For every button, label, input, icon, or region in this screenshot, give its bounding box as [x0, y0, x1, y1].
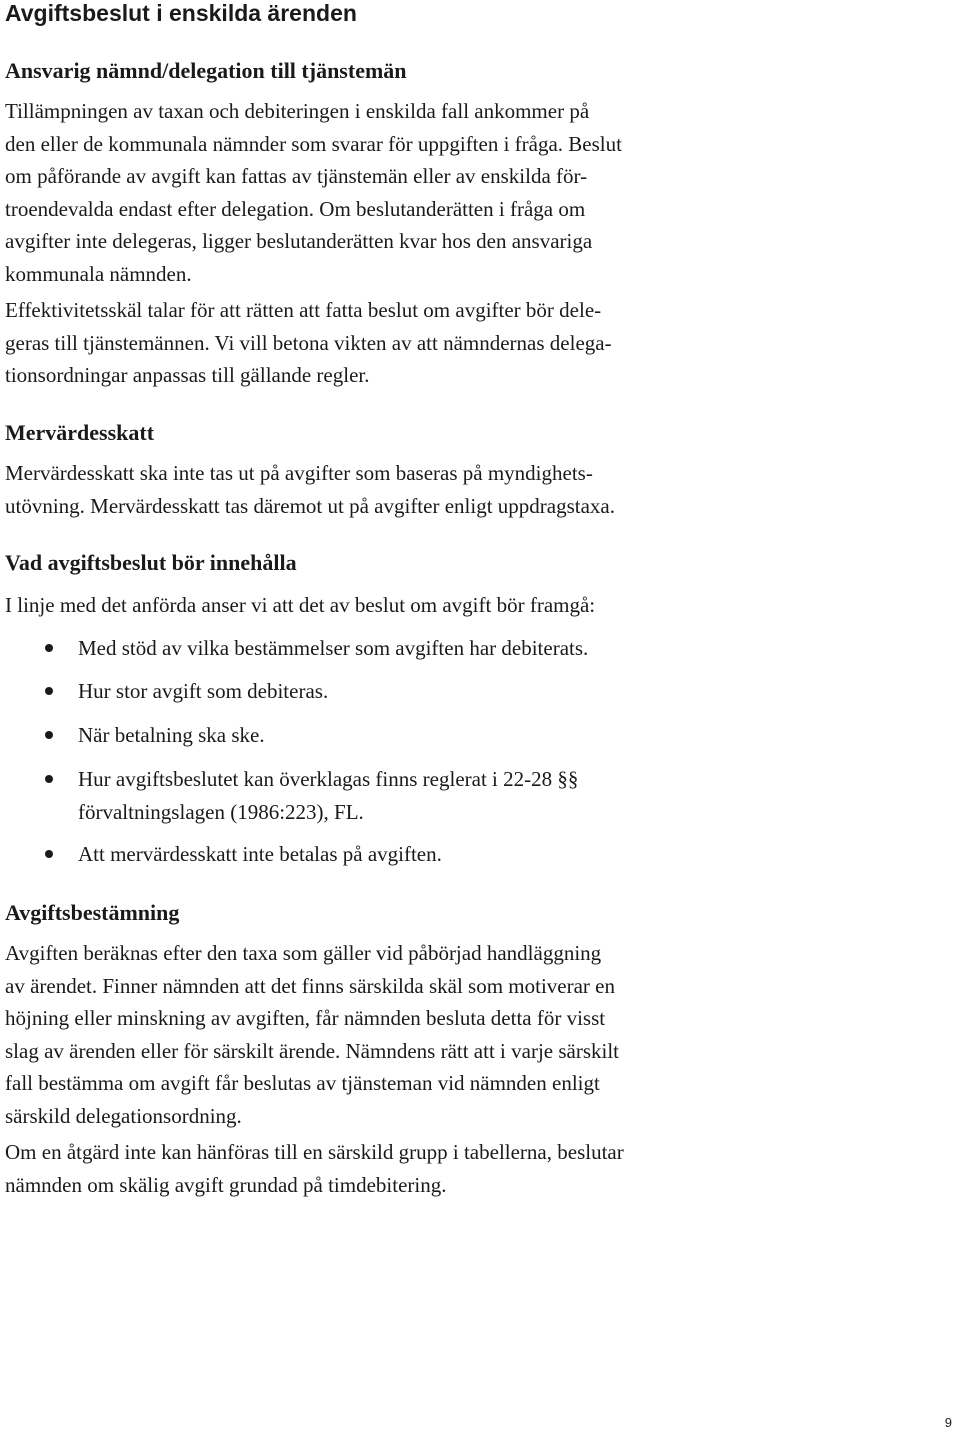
text-line: tionsordningar anpassas till gällande regler.	[5, 363, 370, 387]
text-line: av ärendet. Finner nämnden att det finns särskilda skäl som motiverar en	[5, 973, 615, 998]
heading-avgiftsbestamning: Avgiftsbestämning	[5, 900, 180, 925]
text-line: geras till tjänstemännen. Vi vill betona vikten av att nämndernas delega-	[5, 330, 612, 355]
document-title: Avgiftsbeslut i enskilda ärenden	[5, 0, 357, 26]
text-line: Hur avgiftsbeslutet kan överklagas finns reglerat i 22-28 §§	[78, 767, 579, 791]
paragraph-om-en-atgard	[5, 1136, 624, 1201]
text-line: Med stöd av vilka bestämmelser som avgiften har debiterats.	[78, 636, 589, 660]
text-line: Att mervärdesskatt inte betalas på avgiften.	[78, 842, 442, 866]
text-line: troendevalda endast efter delegation. Om beslutanderätten i fråga om	[5, 196, 586, 221]
text-line: fall bestämma om avgift får beslutas av tjänsteman vid nämnden enligt	[5, 1071, 600, 1095]
text-line: avgifter inte delegeras, ligger beslutanderätten kvar hos den ansvariga	[5, 229, 593, 253]
heading-mervardesskatt: Mervärdesskatt	[5, 420, 155, 445]
bullet-icon	[45, 850, 53, 858]
text-line: När betalning ska ske.	[78, 723, 265, 747]
text-line: Avgiften beräknas efter den taxa som gäller vid påbörjad handläggning	[5, 941, 602, 965]
text-line: Hur stor avgift som debiteras.	[78, 679, 329, 703]
page-number: 9	[944, 1415, 952, 1430]
bullet-icon	[45, 731, 53, 739]
text-line: den eller de kommunala nämnder som svarar för uppgiften i fråga. Beslut	[5, 131, 622, 156]
text-line: nämnden om skälig avgift grundad på timdebitering.	[5, 1172, 447, 1197]
list-item-text	[78, 719, 265, 752]
bullet-icon	[45, 687, 53, 695]
heading-ansvarig-namnd: Ansvarig nämnd/delegation till tjänstemän	[5, 58, 407, 83]
paragraph-avgiften-beraknas	[5, 937, 619, 1132]
text-line: kommunala nämnden.	[5, 261, 192, 286]
list-item-text	[78, 838, 442, 871]
text-line: slag av ärenden eller för särskilt ärende. Nämndens rätt att i varje särskilt	[5, 1038, 620, 1063]
paragraph-mervardesskatt	[5, 457, 615, 522]
text-line: Tillämpningen av taxan och debiteringen i enskilda fall ankommer på	[5, 99, 590, 123]
paragraph-tillampning	[5, 95, 622, 290]
text-line: om påförande av avgift kan fattas av tjänstemän eller av enskilda för-	[5, 164, 588, 188]
text-line: särskild delegationsordning.	[5, 1103, 242, 1128]
bullet-icon	[45, 775, 53, 783]
text-line: Mervärdesskatt ska inte tas ut på avgifter som baseras på myndighets-	[5, 461, 593, 485]
text-line: I linje med det anförda anser vi att det av beslut om avgift bör framgå:	[5, 593, 596, 617]
text-line: Om en åtgärd inte kan hänföras till en särskild grupp i tabellerna, beslutar	[5, 1140, 624, 1164]
paragraph-intro	[5, 589, 595, 622]
heading-vad-avgiftsbeslut: Vad avgiftsbeslut bör innehålla	[5, 550, 297, 575]
bullet-icon	[45, 644, 53, 652]
list-item-text	[78, 675, 328, 708]
list-item-text	[78, 763, 578, 828]
text-line: Effektivitetsskäl talar för att rätten att fatta beslut om avgifter bör dele-	[5, 298, 602, 322]
paragraph-effektivitet	[5, 294, 612, 392]
text-line: utövning. Mervärdesskatt tas däremot ut på avgifter enligt uppdragstaxa.	[5, 493, 615, 518]
text-line: höjning eller minskning av avgiften, får nämnden besluta detta för visst	[5, 1006, 606, 1030]
text-line: förvaltningslagen (1986:223), FL.	[78, 799, 364, 824]
list-item-text	[78, 632, 588, 665]
